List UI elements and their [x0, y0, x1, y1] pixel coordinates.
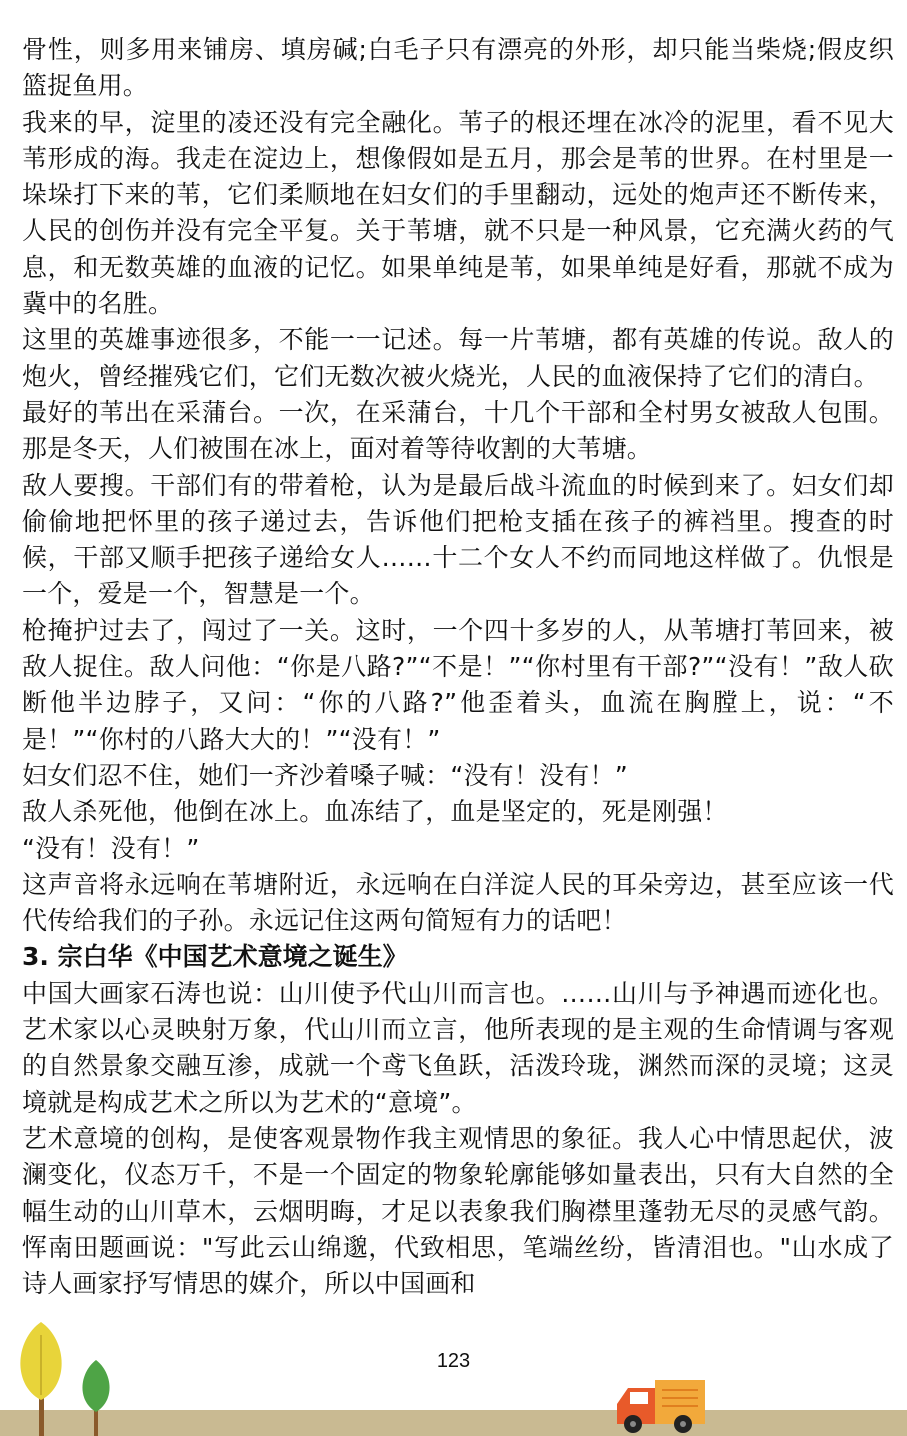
paragraph: 这声音将永远响在苇塘附近，永远响在白洋淀人民的耳朵旁边，甚至应该一代代传给我们的子孙。永远记住这两句简短有力的话吧！	[22, 869, 894, 936]
footer-illustration	[0, 1300, 907, 1436]
paragraph: “没有！没有！”	[22, 833, 200, 863]
paragraph: 这里的英雄事迹很多，不能一一记述。每一片苇塘，都有英雄的传说。敌人的炮火，曾经摧残它们，它们无数次被火烧光，人民的血液保持了它们的清白。	[22, 325, 894, 391]
section-heading: 3. 宗白华《中国艺术意境之诞生》	[22, 942, 408, 972]
paragraph: 艺术意境的创构，是使客观景物作我主观情思的象征。我人心中情思起伏，波澜变化，仪态万千，不是一个固定的物象轮廓能够如量表出，只有大自然的全幅生动的山川草木，云烟明晦，才足以表象我们胸襟里蓬勃无尽的灵感气韵。恽南田题画说："写此云山绵邈，代致相思，笔端丝纷，皆清泪也。"山水成了诗人画家抒写情思的媒介，所以中国画和	[22, 1123, 894, 1299]
paragraph: 最好的苇出在采蒲台。一次，在采蒲台，十几个干部和全村男女被敌人包围。那是冬天，人们被围在冰上，面对着等待收割的大苇塘。	[22, 397, 894, 464]
page-body	[22, 32, 894, 1302]
paragraph: 中国大画家石涛也说：山川使予代山川而言也。……山川与予神遇而迹化也。艺术家以心灵映射万象，代山川而立言，他所表现的是主观的生命情调与客观的自然景象交融互渗，成就一个鸢飞鱼跃，活泼玲珑，渊然而深的灵境；这灵境就是构成艺术之所以为艺术的“意境”。	[22, 978, 894, 1117]
paragraph: 枪掩护过去了，闯过了一关。这时，一个四十多岁的人，从苇塘打苇回来，被敌人捉住。敌人问他：“你是八路?”“不是！”“你村里有干部?”“没有！”敌人砍断他半边脖子，又问：“你的八路?”他歪着头，血流在胸膛上，说：“不是！”“你村的八路大大的！”“没有！”	[22, 615, 894, 754]
page-number: 123	[436, 1350, 471, 1372]
paragraph: 骨性，则多用来铺房、填房碱;白毛子只有漂亮的外形，却只能当柴烧;假皮织篮捉鱼用。	[22, 35, 894, 101]
paragraph: 敌人杀死他，他倒在冰上。血冻结了，血是坚定的，死是刚强！	[22, 797, 728, 827]
ground-strip	[0, 1410, 907, 1436]
paragraph: 我来的早，淀里的凌还没有完全融化。苇子的根还埋在冰冷的泥里，看不见大苇形成的海。我走在淀边上，想像假如是五月，那会是苇的世界。在村里是一垛垛打下来的苇，它们柔顺地在妇女们的手里翻动，远处的炮声还不断传来，人民的创伤并没有完全平复。关于苇塘，就不只是一种风景，它充满火药的气息，和无数英雄的血液的记忆。如果单纯是苇，如果单纯是好看，那就不成为冀中的名胜。	[22, 107, 894, 319]
paragraph: 敌人要搜。干部们有的带着枪，认为是最后战斗流血的时候到来了。妇女们却偷偷地把怀里的孩子递过去，告诉他们把枪支插在孩子的裤裆里。搜查的时候，干部又顺手把孩子递给女人……十二个女人不约而同地这样做了。仇恨是一个，爱是一个，智慧是一个。	[22, 470, 894, 609]
paragraph: 妇女们忍不住，她们一齐沙着嗓子喊：“没有！没有！”	[22, 760, 628, 790]
